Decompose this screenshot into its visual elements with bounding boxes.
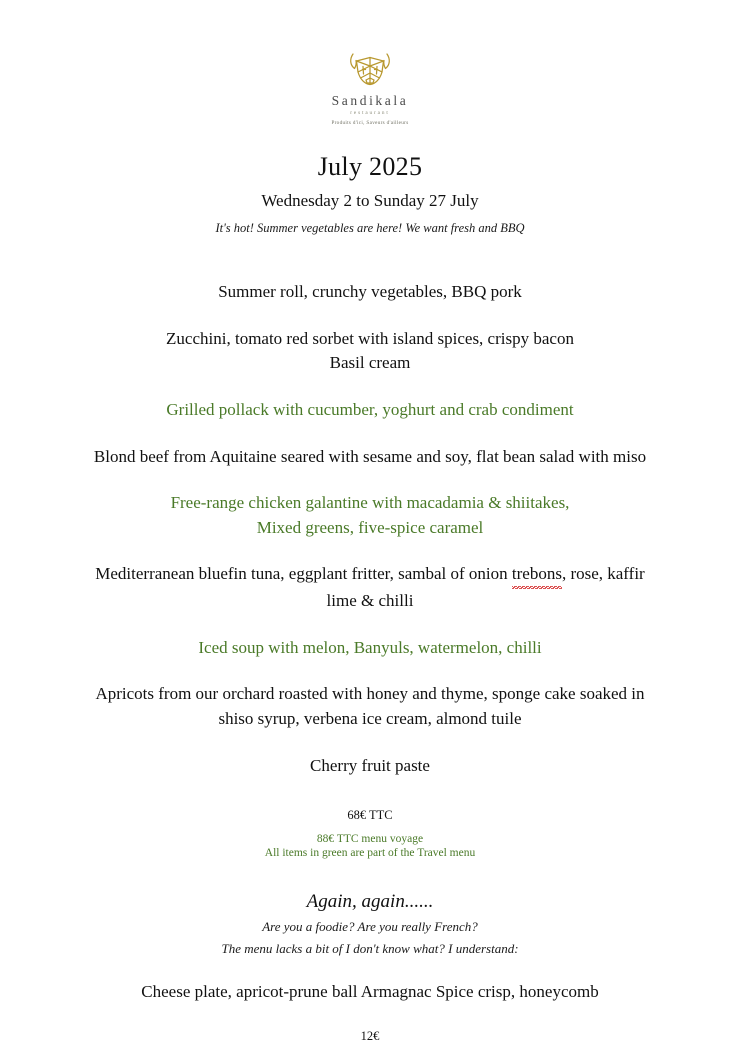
brand-tagline: Produits d'ici, Saveurs d'ailleurs bbox=[331, 120, 409, 126]
course-line: Apricots from our orchard roasted with honey and thyme, sponge cake soaked in bbox=[95, 684, 645, 704]
menu-course-iced-soup bbox=[0, 636, 740, 661]
course-line bbox=[40, 562, 700, 589]
course-line: Zucchini, tomato red sorbet with island spices, crispy bacon bbox=[166, 328, 574, 348]
encore-title: Again, again...... bbox=[306, 891, 434, 913]
price-voyage: 88€ TTC menu voyage bbox=[316, 833, 424, 846]
price-main: 68€ TTC bbox=[347, 808, 393, 823]
course-line: lime & chilli bbox=[326, 591, 414, 611]
menu-course-zucchini-sorbet bbox=[0, 327, 740, 376]
encore-item: Spice crisp, honeycomb bbox=[435, 982, 599, 1002]
encore-line-2: The menu lacks a bit of I don't know what? I understand: bbox=[221, 941, 519, 957]
brand-name: Sandikala bbox=[331, 93, 409, 108]
brand-subtitle: restaurant bbox=[350, 110, 390, 116]
course-line: Free-range chicken galantine with macadamia & shiitakes, bbox=[170, 493, 570, 513]
encore-item: Cheese plate, apricot-prune ball Armagnac bbox=[141, 982, 432, 1002]
bull-head-icon bbox=[347, 52, 393, 88]
menu-course-summer-roll bbox=[0, 280, 740, 305]
course-line: Mixed greens, five-spice caramel bbox=[256, 517, 484, 537]
course-line: Grilled pollack with cucumber, yoghurt and crab condiment bbox=[166, 399, 574, 419]
menu-course-apricots bbox=[0, 682, 740, 731]
menu-course-list bbox=[0, 280, 740, 778]
strapline: It's hot! Summer vegetables are here! We want fresh and BBQ bbox=[215, 221, 525, 235]
page-title: July 2025 bbox=[317, 152, 423, 181]
encore-item-list bbox=[0, 979, 740, 1005]
encore-line-1: Are you a foodie? Are you really French? bbox=[262, 919, 478, 935]
encore-section bbox=[0, 891, 740, 957]
course-line: Iced soup with melon, Banyuls, watermelon, chilli bbox=[198, 637, 542, 657]
menu-course-chicken-galantine bbox=[0, 491, 740, 540]
menu-course-bluefin-tuna bbox=[0, 562, 740, 613]
menu-course-cherry-fruit-paste bbox=[0, 754, 740, 779]
spellcheck-misspelled-word: trebons bbox=[512, 562, 562, 589]
date-range: Wednesday 2 to Sunday 27 July bbox=[261, 191, 479, 210]
course-line-segment: , rose, kaffir bbox=[561, 564, 645, 584]
course-line: Basil cream bbox=[329, 353, 411, 373]
travel-menu-note: All items in green are part of the Travel menu bbox=[264, 847, 476, 860]
price-block bbox=[0, 808, 740, 859]
menu-course-grilled-pollack bbox=[0, 398, 740, 423]
course-line: Summer roll, crunchy vegetables, BBQ pork bbox=[218, 282, 522, 301]
course-line: Blond beef from Aquitaine seared with sesame and soy, flat bean salad with miso bbox=[93, 446, 647, 466]
menu-course-blond-beef bbox=[0, 445, 740, 470]
brand-header bbox=[0, 0, 740, 126]
course-line: Cherry fruit paste bbox=[310, 755, 430, 775]
course-line-segment: Mediterranean bluefin tuna, eggplant fritter, sambal of onion bbox=[95, 564, 512, 584]
course-line: shiso syrup, verbena ice cream, almond tuile bbox=[218, 709, 522, 729]
encore-price: 12€ bbox=[360, 1028, 380, 1043]
